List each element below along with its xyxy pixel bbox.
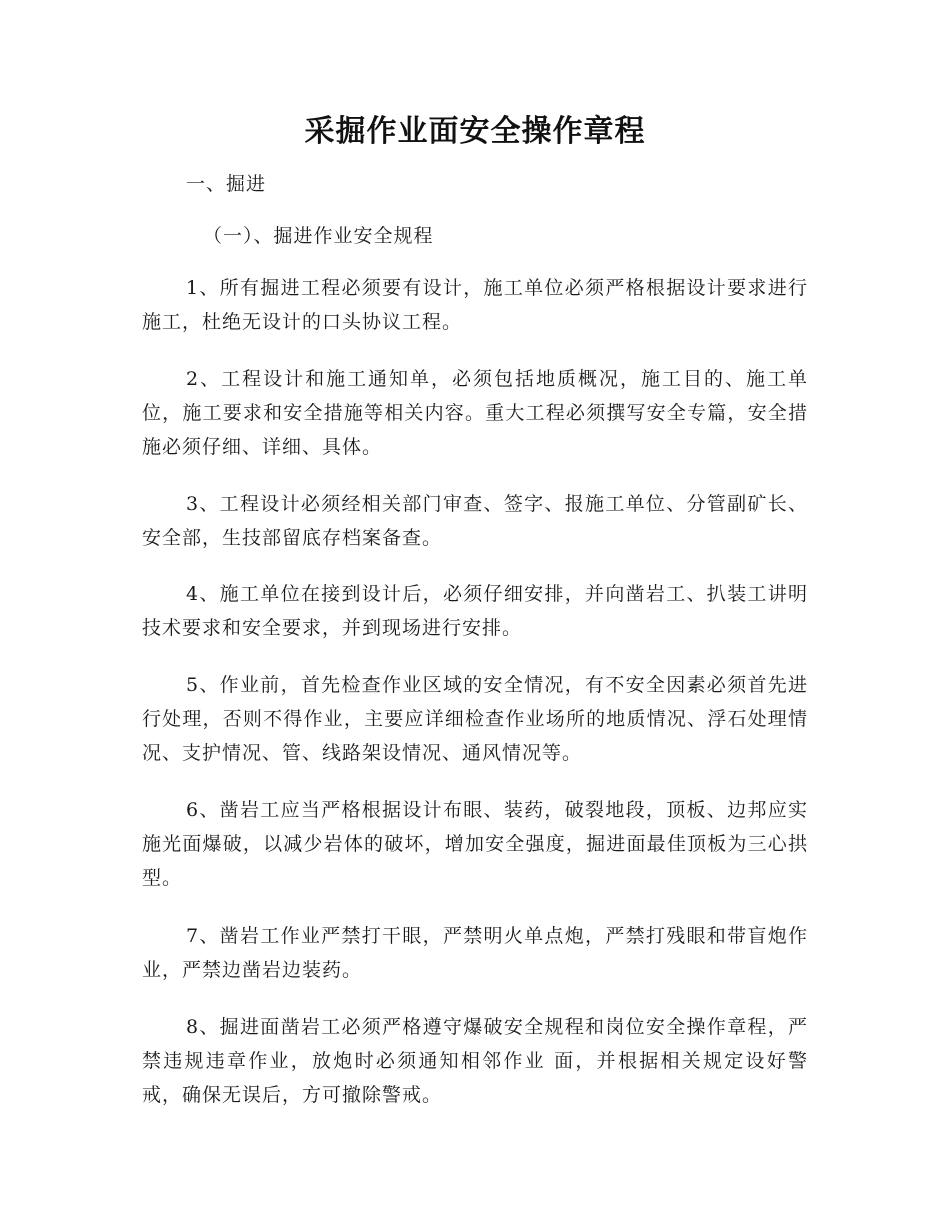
paragraph-4: 4、施工单位在接到设计后，必须仔细安排，并向凿岩工、扒装工讲明技术要求和安全要求，并到现场进行安排。 [142,583,808,639]
document-title: 采掘作业面安全操作章程 [304,114,646,149]
paragraph-5: 5、作业前，首先检查作业区域的安全情况，有不安全因素必须首先进行处理，否则不得作业，主要应详细检查作业场所的地质情况、浮石处理情况、支护情况、管、线路架设情况、通风情况等。 [142,674,808,764]
paragraph-6: 6、凿岩工应当严格根据设计布眼、装药，破裂地段，顶板、边邦应实施光面爆破，以减少岩体的破坏，增加安全强度，掘进面最佳顶板为三心拱型。 [142,799,808,889]
section-heading: 一、掘进 [186,173,267,195]
paragraph-7: 7、凿岩工作业严禁打干眼，严禁明火单点炮，严禁打残眼和带盲炮作业，严禁边凿岩边装药。 [142,925,808,981]
subsection-heading: （一）、掘进作业安全规程 [203,225,434,247]
paragraph-2: 2、工程设计和施工通知单，必须包括地质概况，施工目的、施工单位，施工要求和安全措施等相关内容。重大工程必须撰写安全专篇，安全措施必须仔细、详细、具体。 [142,368,808,458]
paragraph-1: 1、所有掘进工程必须要有设计，施工单位必须严格根据设计要求进行施工，杜绝无设计的口头协议工程。 [142,277,808,333]
paragraph-8: 8、掘进面凿岩工必须严格遵守爆破安全规程和岗位安全操作章程，严禁违规违章作业，放炮时必须通知相邻作业 面，并根据相关规定设好警戒，确保无误后，方可撤除警戒。 [142,1016,808,1106]
paragraph-3: 3、工程设计必须经相关部门审查、签字、报施工单位、分管副矿长、安全部，生技部留底存档案备查。 [142,493,808,549]
